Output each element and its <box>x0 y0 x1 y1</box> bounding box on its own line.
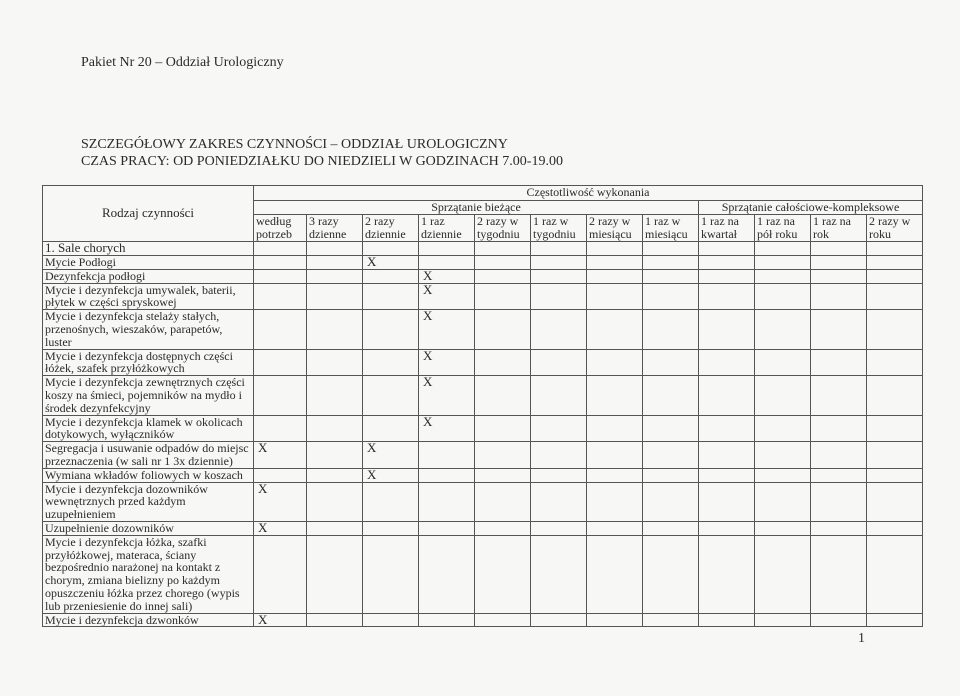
frequency-mark <box>867 269 923 283</box>
frequency-mark <box>755 521 811 535</box>
table-row <box>43 468 923 482</box>
frequency-mark <box>363 613 419 627</box>
frequency-mark <box>587 415 643 442</box>
frequency-mark <box>643 442 699 469</box>
frequency-mark <box>307 468 363 482</box>
frequency-mark: X <box>419 283 475 310</box>
page-header: Pakiet Nr 20 – Oddział Urologiczny <box>81 55 284 70</box>
frequency-mark <box>699 269 755 283</box>
frequency-mark <box>587 442 643 469</box>
frequency-mark <box>811 613 867 627</box>
activity-label: Mycie i dezynfekcja umywalek, baterii, płytek w części spryskowej <box>43 283 254 310</box>
activity-label: Mycie i dezynfekcja klamek w okolicach dotykowych, wyłączników <box>43 415 254 442</box>
frequency-mark <box>531 535 587 613</box>
frequency-mark <box>811 256 867 270</box>
frequency-mark <box>419 256 475 270</box>
frequency-mark: X <box>419 349 475 376</box>
frequency-mark <box>254 535 307 613</box>
frequency-mark <box>531 283 587 310</box>
frequency-mark <box>867 521 923 535</box>
row-header: Rodzaj czynności <box>101 205 195 221</box>
frequency-mark <box>531 415 587 442</box>
frequency-mark <box>307 349 363 376</box>
frequency-mark <box>254 468 307 482</box>
frequency-mark <box>475 283 531 310</box>
frequency-mark <box>867 535 923 613</box>
activity-label: Mycie Podłogi <box>43 256 254 270</box>
frequency-mark <box>867 415 923 442</box>
frequency-mark <box>475 269 531 283</box>
frequency-mark <box>363 482 419 521</box>
frequency-mark <box>475 442 531 469</box>
frequency-mark <box>363 349 419 376</box>
frequency-mark <box>254 349 307 376</box>
frequency-mark <box>867 613 923 627</box>
frequency-mark <box>307 269 363 283</box>
group-full-header: Sprzątanie całościowe-kompleksowe <box>699 201 923 215</box>
frequency-mark <box>475 521 531 535</box>
activity-label: Wymiana wkładów foliowych w koszach <box>43 468 254 482</box>
activity-label: Mycie i dezynfekcja dostępnych części łóżek, szafek przyłóżkowych <box>43 349 254 376</box>
group-current-header: Sprzątanie bieżące <box>254 201 699 215</box>
frequency-mark <box>643 269 699 283</box>
frequency-mark <box>699 349 755 376</box>
frequency-mark <box>475 468 531 482</box>
frequency-mark: X <box>419 310 475 349</box>
frequency-mark: X <box>419 415 475 442</box>
title-line-1: SZCZEGÓŁOWY ZAKRES CZYNNOŚCI – ODDZIAŁ UROLOGICZNY <box>81 137 508 152</box>
frequency-mark <box>699 521 755 535</box>
activity-label: Uzupełnienie dozowników <box>43 521 254 535</box>
frequency-mark <box>755 482 811 521</box>
frequency-mark <box>307 310 363 349</box>
frequency-mark <box>307 521 363 535</box>
section-title: 1. Sale chorych <box>43 242 254 256</box>
frequency-mark <box>643 376 699 415</box>
frequency-mark <box>867 283 923 310</box>
frequency-mark <box>307 256 363 270</box>
frequency-mark <box>419 442 475 469</box>
frequency-mark <box>867 468 923 482</box>
frequency-mark <box>643 613 699 627</box>
frequency-mark <box>307 283 363 310</box>
table-row <box>43 283 923 310</box>
frequency-mark <box>755 442 811 469</box>
frequency-mark <box>699 256 755 270</box>
frequency-mark <box>811 442 867 469</box>
table-row <box>43 310 923 349</box>
frequency-mark: X <box>254 613 307 627</box>
frequency-mark <box>475 310 531 349</box>
column-header: 2 razy w roku <box>867 215 923 242</box>
frequency-mark <box>755 283 811 310</box>
frequency-mark <box>587 283 643 310</box>
frequency-mark <box>363 376 419 415</box>
frequency-mark: X <box>254 482 307 521</box>
table-row <box>43 269 923 283</box>
frequency-mark <box>587 535 643 613</box>
frequency-header: Częstotliwość wykonania <box>254 186 923 201</box>
frequency-mark <box>755 535 811 613</box>
frequency-mark <box>699 310 755 349</box>
frequency-mark <box>867 482 923 521</box>
activity-label: Segregacja i usuwanie odpadów do miejsc przeznaczenia (w sali nr 1 3x dziennie) <box>43 442 254 469</box>
table-row <box>43 482 923 521</box>
frequency-mark <box>643 468 699 482</box>
table-row <box>43 349 923 376</box>
frequency-mark <box>699 535 755 613</box>
frequency-mark: X <box>254 521 307 535</box>
frequency-mark <box>587 613 643 627</box>
frequency-mark <box>811 468 867 482</box>
column-header: 3 razy dzienne <box>307 215 363 242</box>
frequency-mark <box>811 283 867 310</box>
section-row <box>43 242 923 256</box>
table-row <box>43 376 923 415</box>
frequency-mark <box>419 521 475 535</box>
frequency-mark <box>531 613 587 627</box>
frequency-mark: X <box>419 376 475 415</box>
frequency-mark <box>531 468 587 482</box>
frequency-mark <box>531 482 587 521</box>
activity-label: Mycie i dezynfekcja dzwonków <box>43 613 254 627</box>
column-header: 1 raz w tygodniu <box>531 215 587 242</box>
frequency-mark <box>307 613 363 627</box>
frequency-mark: X <box>419 269 475 283</box>
table-row <box>43 442 923 469</box>
frequency-mark <box>643 310 699 349</box>
frequency-mark <box>475 415 531 442</box>
frequency-mark <box>867 442 923 469</box>
frequency-mark <box>643 521 699 535</box>
activity-label: Mycie i dezynfekcja zewnętrznych części koszy na śmieci, pojemników na mydło i środek dezynfekcyjny <box>43 376 254 415</box>
frequency-mark <box>755 256 811 270</box>
document-titles <box>81 136 563 170</box>
frequency-mark <box>531 269 587 283</box>
frequency-mark <box>531 376 587 415</box>
activity-label: Mycie i dezynfekcja dozowników wewnętrznych przed każdym uzupełnieniem <box>43 482 254 521</box>
frequency-mark <box>475 376 531 415</box>
column-header: 2 razy dziennie <box>363 215 419 242</box>
frequency-mark <box>867 349 923 376</box>
frequency-mark <box>699 482 755 521</box>
frequency-mark <box>419 613 475 627</box>
table-row <box>43 256 923 270</box>
table-row <box>43 535 923 613</box>
frequency-mark <box>254 310 307 349</box>
frequency-mark <box>699 613 755 627</box>
frequency-mark <box>475 535 531 613</box>
title-line-2: CZAS PRACY: OD PONIEDZIAŁKU DO NIEDZIELI W GODZINACH 7.00-19.00 <box>81 154 563 169</box>
frequency-mark <box>699 376 755 415</box>
frequency-mark <box>643 415 699 442</box>
frequency-mark <box>811 535 867 613</box>
frequency-mark <box>699 283 755 310</box>
column-header: 2 razy w tygodniu <box>475 215 531 242</box>
frequency-mark <box>419 468 475 482</box>
column-header: 1 raz dziennie <box>419 215 475 242</box>
frequency-mark <box>587 269 643 283</box>
activity-label: Mycie i dezynfekcja stelaży stałych, przenośnych, wieszaków, parapetów, luster <box>43 310 254 349</box>
column-header: 1 raz na kwartał <box>699 215 755 242</box>
frequency-mark <box>755 376 811 415</box>
frequency-mark <box>531 310 587 349</box>
frequency-mark <box>363 521 419 535</box>
table-row <box>43 415 923 442</box>
activity-label: Mycie i dezynfekcja łóżka, szafki przyłóżkowej, materaca, ściany bezpośrednio narażonej na kontakt z chorym, zmiana bielizny po każdym opuszczeniu łóżka przez chorego (wypis lub przeniesienie do innej sali) <box>43 535 254 613</box>
frequency-mark <box>699 468 755 482</box>
frequency-mark: X <box>363 256 419 270</box>
frequency-mark <box>867 376 923 415</box>
frequency-mark <box>811 482 867 521</box>
frequency-mark <box>254 415 307 442</box>
frequency-mark <box>475 482 531 521</box>
frequency-mark <box>419 482 475 521</box>
page-number: 1 <box>858 631 865 646</box>
column-header: 2 razy w miesiącu <box>587 215 643 242</box>
frequency-mark <box>755 349 811 376</box>
frequency-mark <box>811 415 867 442</box>
frequency-mark <box>307 442 363 469</box>
schedule-table <box>42 185 923 627</box>
frequency-mark <box>254 376 307 415</box>
frequency-mark <box>643 535 699 613</box>
frequency-mark <box>307 482 363 521</box>
frequency-mark: X <box>254 442 307 469</box>
frequency-mark <box>755 269 811 283</box>
frequency-mark <box>643 256 699 270</box>
table-row <box>43 613 923 627</box>
frequency-mark <box>587 376 643 415</box>
frequency-mark <box>643 482 699 521</box>
frequency-mark <box>254 269 307 283</box>
frequency-mark <box>475 349 531 376</box>
frequency-mark <box>643 349 699 376</box>
column-header: według potrzeb <box>254 215 307 242</box>
frequency-mark <box>307 376 363 415</box>
frequency-mark <box>867 256 923 270</box>
frequency-mark: X <box>363 468 419 482</box>
frequency-mark <box>811 376 867 415</box>
frequency-mark <box>587 349 643 376</box>
column-header: 1 raz na pół roku <box>755 215 811 242</box>
frequency-mark <box>531 349 587 376</box>
frequency-mark <box>307 415 363 442</box>
frequency-mark <box>307 535 363 613</box>
frequency-mark <box>811 349 867 376</box>
frequency-mark <box>811 310 867 349</box>
frequency-mark <box>475 613 531 627</box>
frequency-mark <box>419 535 475 613</box>
frequency-mark <box>587 521 643 535</box>
frequency-mark <box>531 442 587 469</box>
frequency-mark <box>363 415 419 442</box>
frequency-mark <box>587 310 643 349</box>
frequency-mark <box>643 283 699 310</box>
frequency-mark <box>531 256 587 270</box>
frequency-mark <box>811 521 867 535</box>
frequency-mark <box>254 256 307 270</box>
column-header: 1 raz na rok <box>811 215 867 242</box>
frequency-mark <box>699 415 755 442</box>
table-row <box>43 521 923 535</box>
frequency-mark <box>531 521 587 535</box>
frequency-mark <box>587 468 643 482</box>
frequency-mark <box>363 269 419 283</box>
frequency-mark <box>867 310 923 349</box>
frequency-mark <box>755 468 811 482</box>
frequency-mark <box>755 310 811 349</box>
frequency-mark <box>755 613 811 627</box>
frequency-mark <box>363 535 419 613</box>
activity-label: Dezynfekcja podłogi <box>43 269 254 283</box>
frequency-mark <box>363 310 419 349</box>
frequency-mark <box>811 269 867 283</box>
frequency-mark <box>254 283 307 310</box>
row-header-cell <box>43 186 254 242</box>
column-header: 1 raz w miesiącu <box>643 215 699 242</box>
frequency-mark <box>699 442 755 469</box>
frequency-mark <box>755 415 811 442</box>
frequency-mark <box>363 283 419 310</box>
frequency-mark <box>587 482 643 521</box>
frequency-mark: X <box>363 442 419 469</box>
frequency-mark <box>475 256 531 270</box>
frequency-mark <box>587 256 643 270</box>
